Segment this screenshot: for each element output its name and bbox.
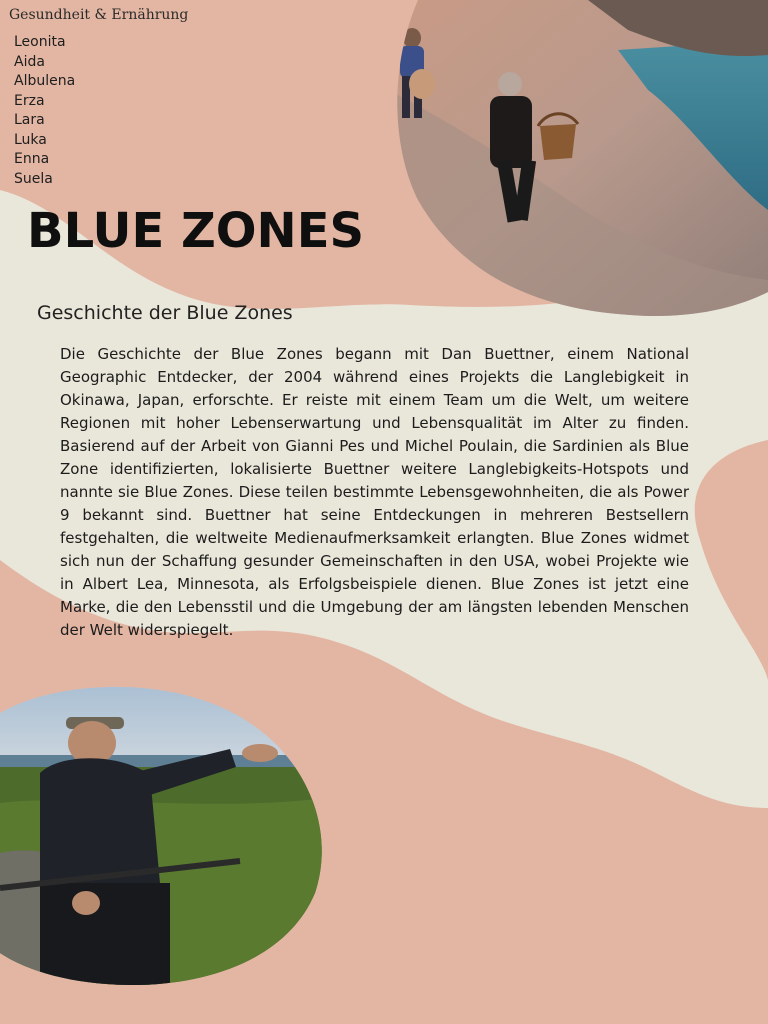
author-name: Erza [14,92,45,109]
category-label: Gesundheit & Ernährung [9,7,189,23]
section-heading: Geschichte der Blue Zones [37,302,293,324]
author-name: Albulena [14,73,76,89]
author-name: Leonita [14,34,66,50]
author-list [14,33,75,189]
cliff-walkers-photo [388,0,768,318]
author-name: Lara [14,112,45,128]
body-paragraph: Die Geschichte der Blue Zones begann mit Dan Buettner, einem National Geographic Entdecker, der 2004 während eines Projekts die Langlebigkeit in Okinawa, Japan, erforschte. Er reiste mit einem Team um die Welt, um weitere Regionen mit hoher Lebenserwartung und Lebensqualität im Alter zu finden. Basierend auf der Arbeit von Gianni Pes und Michel Poulain, die Sardinien als Blue Zone identifizierten, lokalisierte Buettner weitere Langlebigkeits-Hotspots und nannte sie Blue Zones. Diese teilen bestimmte Lebensgewohnheiten, die als Power 9 bekannt sind. Buettner hat seine Entdeckungen in mehreren Bestsellern festgehalten, die weltweite Medienaufmerksamkeit erlangten. Blue Zones widmet sich nun der Schaffung gesunder Gemeinschaften in den USA, wobei Projekte wie in Albert Lea, Minnesota, als Erfolgsbeispiele dienen. Blue Zones ist jetzt eine Marke, die den Lebensstil und die Umgebung der am längsten lebenden Menschen der Welt widerspiegelt. [60,345,689,639]
old-man-photo [0,683,326,986]
author-name: Suela [14,170,53,187]
author-name: Enna [14,151,50,167]
author-name: Aida [14,53,45,70]
author-name: Luka [14,131,47,148]
page-title: BLUE ZONES [27,203,365,259]
